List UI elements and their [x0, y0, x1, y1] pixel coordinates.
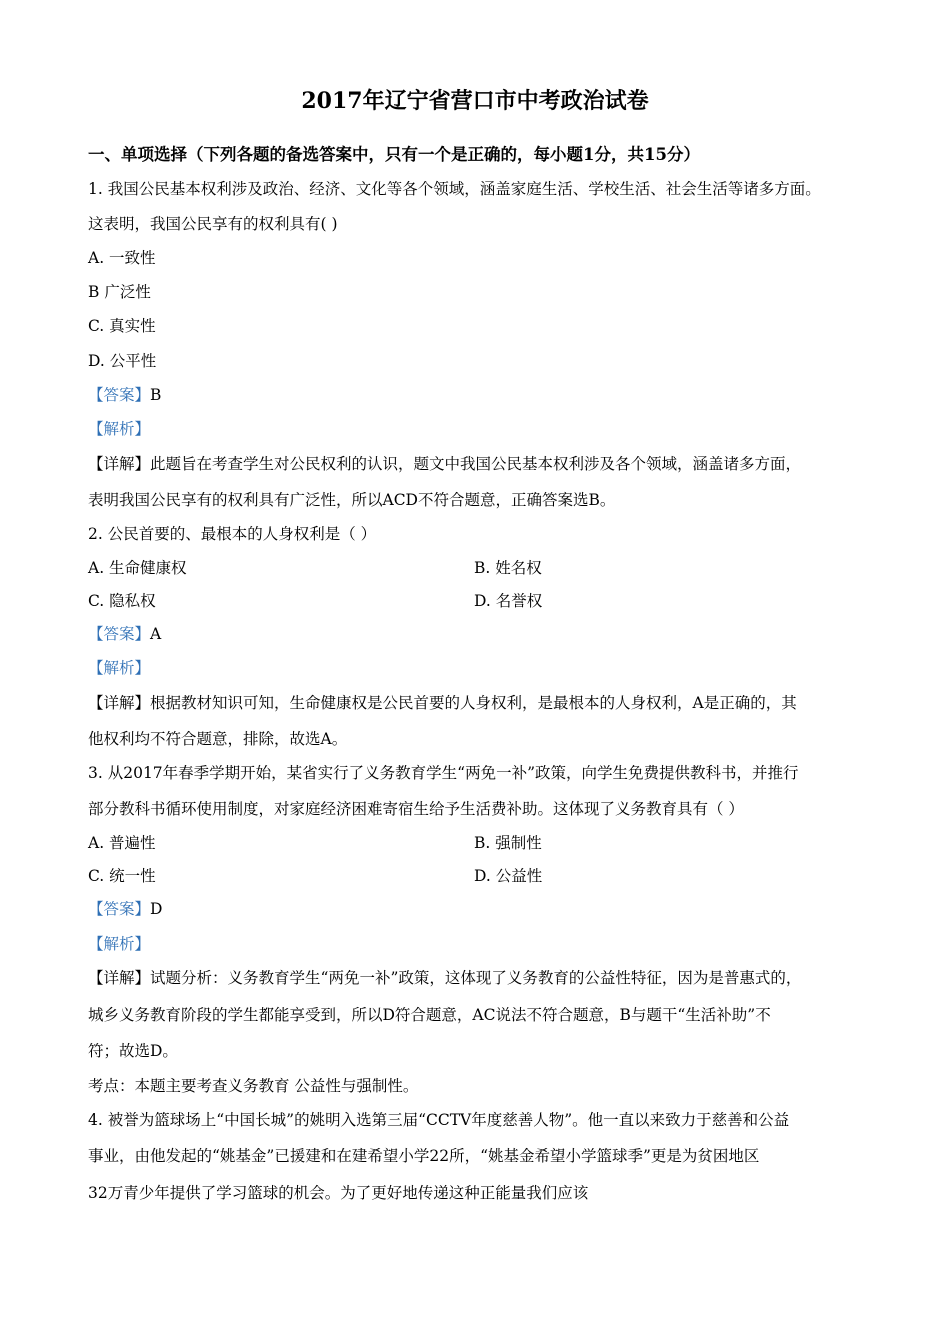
- q2-options-row2: [88, 590, 878, 612]
- q1-option-b: B 广泛性: [88, 283, 151, 301]
- q1-option-d: D. 公平性: [88, 352, 157, 370]
- answer-tag: 【答案】: [88, 625, 151, 643]
- detail-tag: 【详解】: [88, 694, 151, 712]
- q3-detail-line1: [88, 967, 878, 989]
- q3-option-c: C. 统一性: [88, 867, 156, 885]
- q2-detail-line2: 他权利均不符合题意，排除，故选A。: [88, 730, 348, 748]
- q1-detail-line1: [88, 453, 878, 475]
- q1-detail-text1: 此题旨在考查学生对公民权利的认识，题文中我国公民基本权利涉及各个领域，涵盖诸多方面，: [150, 455, 802, 473]
- q3-options-row1: [88, 832, 878, 854]
- q3-options-row2: [88, 865, 878, 887]
- q3-option-b: B. 强制性: [474, 834, 542, 852]
- q1-detail-line2: 表明我国公民享有的权利具有广泛性，所以ACD不符合题意，正确答案选B。: [88, 491, 616, 509]
- q2-analysis-tag: 【解析】: [88, 659, 151, 677]
- q2-detail-text1: 根据教材知识可知，生命健康权是公民首要的人身权利，是最根本的人身权利，A是正确的，其: [150, 694, 797, 712]
- q2-option-b: B. 姓名权: [474, 559, 542, 577]
- q2-answer-value: A: [150, 625, 162, 643]
- q2-stem: 2. 公民首要的、最根本的人身权利是（ ）: [88, 525, 377, 543]
- q3-detail-text1: 试题分析：义务教育学生“两免一补”政策，这体现了义务教育的公益性特征，因为是普惠式的，: [150, 969, 802, 987]
- page-title: 2017年辽宁省营口市中考政治试卷: [301, 88, 649, 114]
- q3-option-a: A. 普遍性: [88, 834, 156, 852]
- q2-option-c: C. 隐私权: [88, 592, 156, 610]
- q1-analysis-tag: 【解析】: [88, 420, 151, 438]
- q2-option-a: A. 生命健康权: [88, 559, 187, 577]
- q1-stem-line2: 这表明，我国公民享有的权利具有( ): [88, 215, 338, 233]
- section-heading: 一、单项选择（下列各题的备选答案中，只有一个是正确的，每小题1分，共15分）: [88, 145, 700, 164]
- q4-stem-line3: 32万青少年提供了学习篮球的机会。为了更好地传递这种正能量我们应该: [88, 1184, 589, 1202]
- q1-option-a: A. 一致性: [88, 249, 156, 267]
- detail-tag: 【详解】: [88, 455, 151, 473]
- q4-stem-line1: 4. 被誉为篮球场上“中国长城”的姚明入选第三届“CCTV年度慈善人物”。他一直以来致力于慈善和公益: [88, 1111, 790, 1129]
- q1-answer-value: B: [150, 386, 162, 404]
- q2-answer: [88, 623, 878, 645]
- q3-stem-line2: 部分教科书循环使用制度，对家庭经济困难寄宿生给予生活费补助。这体现了义务教育具有（ ）: [88, 800, 744, 818]
- q2-detail-line1: [88, 692, 878, 714]
- q2-options-row1: [88, 557, 878, 579]
- q3-detail-line3: 符；故选D。: [88, 1042, 178, 1060]
- q3-answer-value: D: [150, 900, 163, 918]
- answer-tag: 【答案】: [88, 386, 151, 404]
- detail-tag: 【详解】: [88, 969, 151, 987]
- q4-stem-line2: 事业，由他发起的“姚基金”已援建和在建希望小学22所，“姚基金希望小学篮球季”更是为贫困地区: [88, 1147, 760, 1165]
- q3-answer: [88, 898, 878, 920]
- q1-stem-line1: 1. 我国公民基本权利涉及政治、经济、文化等各个领域，涵盖家庭生活、学校生活、社会生活等诸多方面。: [88, 180, 821, 198]
- q3-note: 考点：本题主要考查义务教育 公益性与强制性。: [88, 1077, 419, 1095]
- q1-answer: [88, 384, 878, 406]
- q1-option-c: C. 真实性: [88, 317, 156, 335]
- q2-option-d: D. 名誉权: [474, 592, 543, 610]
- q3-analysis-tag: 【解析】: [88, 935, 151, 953]
- q3-stem-line1: 3. 从2017年春季学期开始，某省实行了义务教育学生“两免一补”政策，向学生免费提供教科书，并推行: [88, 764, 799, 782]
- q3-option-d: D. 公益性: [474, 867, 543, 885]
- q3-detail-line2: 城乡义务教育阶段的学生都能享受到，所以D符合题意，AC说法不符合题意，B与题干“生活补助”不: [88, 1006, 771, 1024]
- answer-tag: 【答案】: [88, 900, 151, 918]
